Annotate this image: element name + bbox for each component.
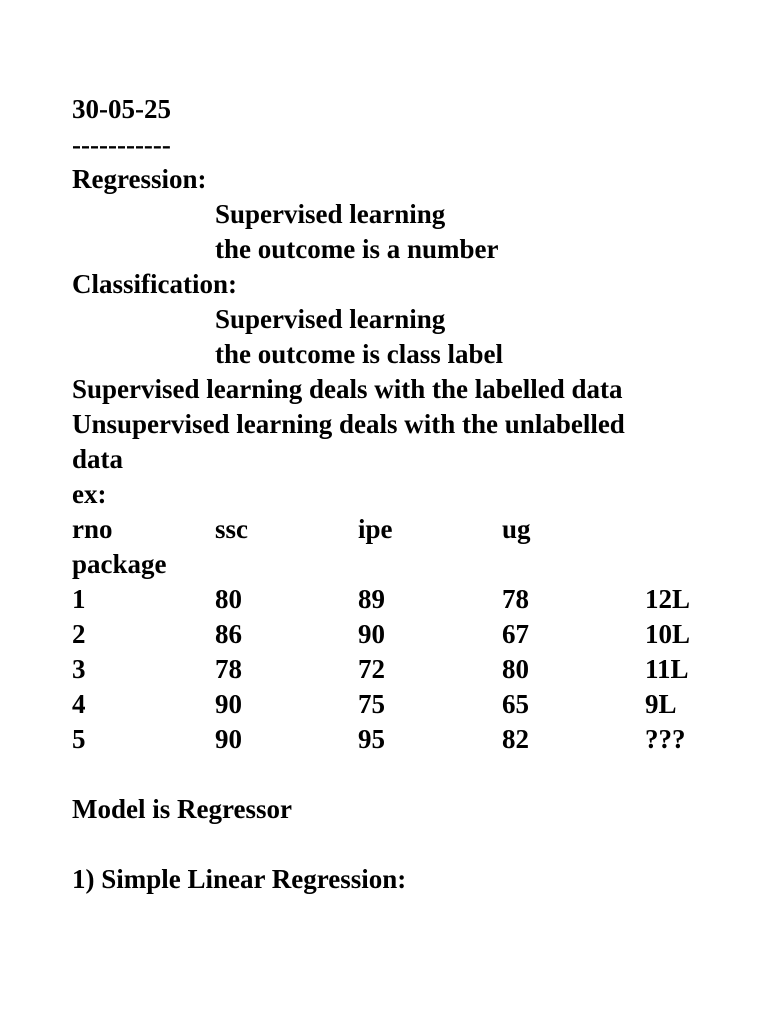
header-ipe: ipe — [358, 514, 393, 544]
table-row — [0, 687, 768, 722]
cell-rno: 2 — [72, 619, 86, 649]
cell-ug: 67 — [502, 619, 529, 649]
cell-rno: 3 — [72, 654, 86, 684]
classification-heading: Classification: — [72, 269, 237, 299]
table-row — [0, 582, 768, 617]
section-title: 1) Simple Linear Regression: — [72, 864, 407, 894]
cell-ssc: 78 — [215, 654, 242, 684]
unsupervised-definition-cont: data — [72, 444, 124, 474]
header-ug: ug — [502, 514, 531, 544]
cell-rno: 4 — [72, 689, 86, 719]
table-header-row — [0, 512, 768, 547]
regression-line-1: Supervised learning — [215, 199, 446, 229]
example-label: ex: — [72, 479, 107, 509]
cell-rno: 1 — [72, 584, 86, 614]
header-package: package — [72, 549, 167, 579]
cell-ssc: 80 — [215, 584, 242, 614]
cell-ssc: 90 — [215, 689, 242, 719]
regression-line-2: the outcome is a number — [215, 234, 499, 264]
cell-ipe: 89 — [358, 584, 385, 614]
cell-ipe: 95 — [358, 724, 385, 754]
supervised-definition: Supervised learning deals with the labelled data — [72, 374, 623, 404]
table-row — [0, 652, 768, 687]
cell-package: 11L — [645, 654, 689, 684]
table-header-row-wrap — [0, 547, 768, 582]
model-line: Model is Regressor — [72, 794, 292, 824]
cell-package: 10L — [645, 619, 691, 649]
classification-line-2: the outcome is class label — [215, 339, 503, 369]
cell-ug: 82 — [502, 724, 529, 754]
header-ssc: ssc — [215, 514, 248, 544]
cell-ssc: 86 — [215, 619, 242, 649]
cell-package: 12L — [645, 584, 691, 614]
cell-ug: 80 — [502, 654, 529, 684]
regression-heading: Regression: — [72, 164, 207, 194]
table-row — [0, 722, 768, 757]
unsupervised-definition: Unsupervised learning deals with the unlabelled — [72, 409, 625, 439]
classification-line-1: Supervised learning — [215, 304, 446, 334]
cell-ug: 65 — [502, 689, 529, 719]
cell-ipe: 90 — [358, 619, 385, 649]
cell-ipe: 72 — [358, 654, 385, 684]
cell-package: 9L — [645, 689, 677, 719]
table-row — [0, 617, 768, 652]
cell-ssc: 90 — [215, 724, 242, 754]
divider-dashes: ----------- — [72, 130, 171, 160]
header-rno: rno — [72, 514, 113, 544]
cell-package: ??? — [645, 724, 686, 754]
cell-rno: 5 — [72, 724, 86, 754]
cell-ipe: 75 — [358, 689, 385, 719]
cell-ug: 78 — [502, 584, 529, 614]
date-line: 30-05-25 — [72, 94, 171, 124]
